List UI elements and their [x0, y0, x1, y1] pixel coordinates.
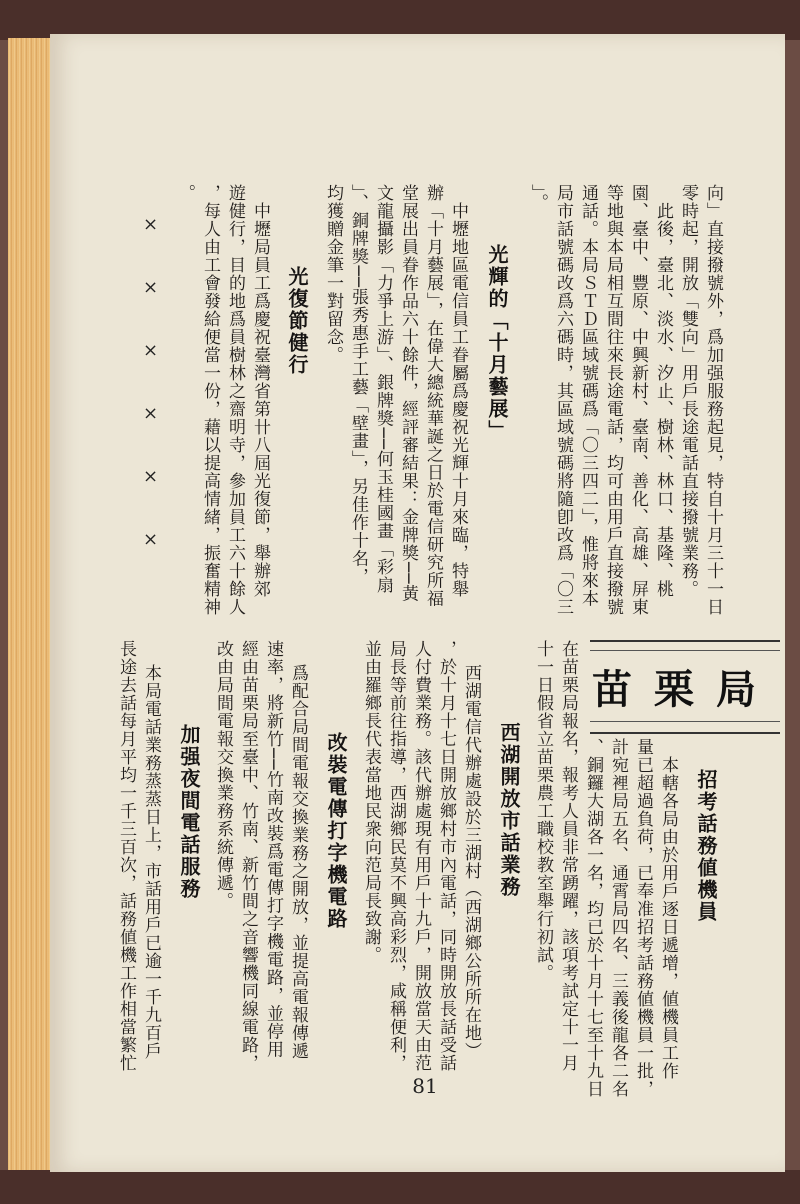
article1-line: 局市話號碼改爲六碼時，其區域號碼將隨卽改爲「〇三: [553, 184, 573, 616]
article2-line: 中壢地區電信員工眷屬爲慶祝光輝十月來臨，特舉: [448, 202, 468, 598]
article5-line: ，於十月十七日開放鄉村市內電話，同時開放長話受話: [436, 640, 456, 1072]
article1-line: 零時起，開放「雙向」用戶長途電話直接撥號業務。: [678, 184, 698, 598]
article1-line: 向」直接撥號外，爲加强服務起見，特自十月三十一日: [703, 184, 723, 616]
article2-line: 」、銅牌獎──張秀惠手工藝「壁畫」，另佳作十名，: [348, 184, 368, 586]
article4-line: 計宛裡局五名、通霄局四名、三義後龍各二名: [608, 738, 628, 1098]
article4-line: 在苗栗局報名，報考人員非常踴躍，該項考試定十一月: [558, 640, 578, 1072]
article7-line: 本局電話業務蒸蒸日上，市話用戶已逾一千九百戶: [141, 664, 161, 1060]
article5-line: 局長等前往指導，西湖鄉民莫不興高彩烈，咸稱便利，: [386, 640, 406, 1072]
article1-line: 等地與本局相互間往來長途電話，均可由用戶直接撥號: [603, 184, 623, 616]
article7-title: 加强夜間電話服務: [177, 724, 201, 900]
article4-line: 量已超過負荷，已奉准招考話務値機員一批，: [633, 738, 653, 1098]
article6-line: 改由局間電報交換業務系統傳遞。: [213, 640, 233, 910]
branch-header-title: 苗栗局: [590, 650, 780, 722]
article4-title: 招考話務値機員: [694, 769, 718, 923]
article1-line: 」。: [528, 184, 548, 212]
article4-line: 本轄各局由於用戶逐日遞增，値機員工作: [658, 756, 678, 1080]
article3-line: ，每人由工會發給便當一份，藉以提高情緒，振奮精神: [200, 184, 220, 616]
article3-line: 。: [175, 184, 195, 202]
book-page: [50, 34, 785, 1172]
article2-line: 文龍攝影「力爭上游」、銀牌獎──何玉桂國畫「彩扇: [373, 184, 393, 594]
article3-line: 中壢局員工爲慶祝臺灣省第卄八屆光復節，舉辦郊: [250, 202, 270, 598]
article1-line: 通話。本局ＳＴＤ區域號碼爲「〇三四二」，惟將來本: [578, 184, 598, 608]
page-number: 81: [412, 1074, 438, 1098]
article6-title: 改裝電傳打字機電路: [324, 732, 348, 930]
article5-line: 西湖電信代辦處設於三湖村（西湖鄉公所所在地）: [461, 664, 481, 1060]
article4-line: 、銅鑼大湖各一名，均已於十月十七至十九日: [583, 738, 603, 1098]
article5-title: 西湖開放市話業務: [497, 722, 521, 898]
article5-line: 並由羅鄉長代表當地民衆向范局長致謝。: [361, 640, 381, 964]
article5-line: 人付費業務。該代辦處現有用戶十九戶，開放當天由范: [411, 640, 431, 1072]
branch-header-box: [590, 640, 780, 734]
article1-line: 此後，臺北、淡水、汐止、樹林、林口、基隆、桃: [653, 202, 673, 598]
article2-line: 辦「十月藝展」，在偉大總統華誕之日於電信研究所福: [423, 184, 443, 608]
article2-line: 均獲贈金筆一對留念。: [323, 184, 343, 364]
article2-line: 堂展出員眷作品六十餘件，經評審結果：金牌獎──黃: [398, 184, 418, 603]
article6-line: 爲配合局間電報交換業務之開放，並提高電報傳遞: [288, 664, 308, 1060]
separator-marks: ××××××: [140, 214, 161, 592]
article4-line: 十一日假省立苗栗農工職校教室舉行初試。: [533, 640, 553, 982]
page-edges: [8, 38, 54, 1170]
article1-line: 園、臺中、豐原、中興新村、臺南、善化、高雄、屏東: [628, 184, 648, 616]
article6-line: 速率，將新竹──竹南改裝爲電傳打字機電路，並停用: [263, 640, 283, 1059]
article6-line: 經由苗栗局至臺中、竹南、新竹間之音響機同線電路，: [238, 640, 258, 1072]
article3-line: 遊健行，目的地爲員樹林之齋明寺，參加員工六十餘人: [225, 184, 245, 616]
article7-line: 長途去話每月平均一千三百次，話務値機工作相當繁忙: [116, 640, 136, 1072]
article2-title: 光輝的「十月藝展」: [485, 244, 509, 442]
article3-title: 光復節健行: [285, 266, 309, 376]
book-cover-bottom: [0, 1170, 800, 1204]
